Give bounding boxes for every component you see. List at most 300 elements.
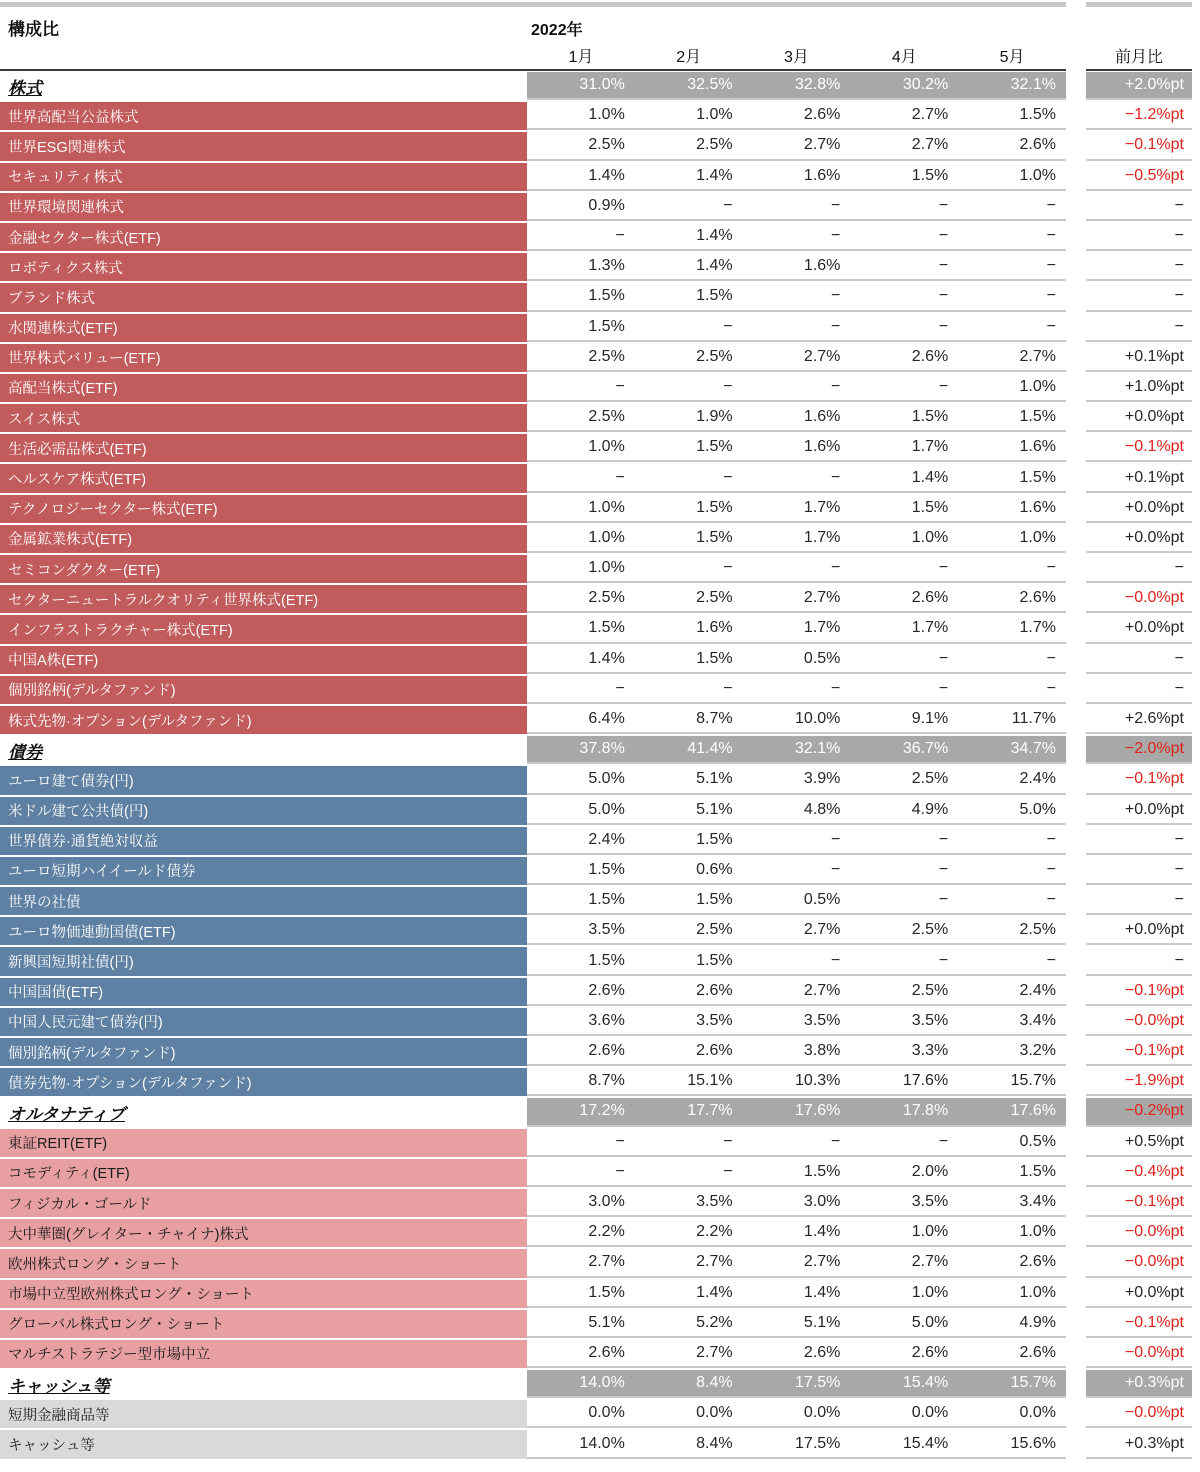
- value-cell: 1.4%: [803, 1223, 841, 1241]
- value-cells: [527, 434, 1066, 462]
- column-gap: [1066, 72, 1086, 100]
- column-gap: [1066, 434, 1086, 462]
- section-total-cell: 34.7%: [1010, 740, 1056, 758]
- table-row: [0, 524, 1200, 554]
- value-cell: 1.4%: [696, 166, 733, 184]
- value-cell: 5.1%: [588, 1313, 625, 1331]
- asset-label: 米ドル建て公共債(円): [0, 797, 527, 825]
- value-cell: 1.0%: [911, 1283, 949, 1301]
- section-total-cell: 41.4%: [687, 740, 733, 758]
- column-gap: [1066, 736, 1086, 764]
- mom-header: 前月比: [1114, 49, 1163, 66]
- value-cell: 1.5%: [696, 891, 733, 909]
- value-cell: −: [938, 257, 949, 275]
- mom-cell: −0.4%pt: [1086, 1159, 1192, 1187]
- column-gap: [1066, 646, 1086, 674]
- month-header: 2月: [676, 49, 702, 66]
- value-cell: 1.5%: [696, 649, 733, 667]
- value-cell: 1.0%: [1019, 377, 1056, 395]
- column-gap: [1066, 1400, 1086, 1428]
- value-cell: 1.0%: [1019, 1223, 1056, 1241]
- column-gap: [1066, 404, 1086, 432]
- value-cell: −: [1046, 891, 1056, 909]
- value-cells: [527, 102, 1066, 130]
- table-row: [0, 584, 1200, 614]
- column-gap: [1066, 857, 1086, 885]
- value-cells: [527, 1340, 1066, 1368]
- value-cell: −: [938, 951, 949, 969]
- value-cell: −: [938, 317, 949, 335]
- value-cell: 5.0%: [911, 1313, 949, 1331]
- value-cell: −: [1046, 679, 1056, 697]
- value-cell: 17.6%: [902, 1072, 949, 1090]
- value-cell: 2.5%: [696, 921, 733, 939]
- value-cells: [527, 1280, 1066, 1308]
- value-cell: 1.5%: [588, 860, 625, 878]
- value-cell: 1.9%: [696, 408, 733, 426]
- value-cell: 15.6%: [1010, 1434, 1056, 1452]
- value-cell: −: [938, 227, 949, 245]
- value-cell: −: [1046, 649, 1056, 667]
- value-cell: 1.5%: [696, 830, 733, 848]
- value-cell: 1.5%: [1019, 408, 1056, 426]
- value-cell: 2.6%: [911, 347, 949, 365]
- value-cell: 2.6%: [803, 106, 841, 124]
- value-cell: 15.7%: [1010, 1072, 1056, 1090]
- table-row: [0, 1309, 1200, 1339]
- value-cell: −: [831, 1132, 841, 1150]
- asset-label: フィジカル・ゴールド: [0, 1189, 527, 1217]
- section-mom-cell: −2.0%pt: [1086, 736, 1192, 764]
- asset-label: 欧州株式ロング・ショート: [0, 1249, 527, 1277]
- section-total-cell: 14.0%: [579, 1374, 625, 1392]
- column-gap: [1066, 223, 1086, 251]
- value-cell: 1.0%: [696, 106, 733, 124]
- column-gap: [1066, 797, 1086, 825]
- value-cells: [527, 223, 1066, 251]
- column-gap: [1066, 827, 1086, 855]
- value-cells: [527, 464, 1066, 492]
- table-row: [0, 343, 1200, 373]
- value-cell: 1.7%: [803, 619, 841, 637]
- value-cells: [527, 917, 1066, 945]
- value-cells: [527, 525, 1066, 553]
- value-cells: [527, 646, 1066, 674]
- value-cell: 3.0%: [588, 1193, 625, 1211]
- value-cell: 2.5%: [696, 347, 733, 365]
- section-total-cell: 15.4%: [902, 1374, 949, 1392]
- month-header: 1月: [568, 49, 594, 66]
- value-cell: 10.3%: [795, 1072, 841, 1090]
- value-cell: −: [831, 317, 841, 335]
- asset-label: ブランド株式: [0, 283, 527, 311]
- value-cell: 1.4%: [588, 166, 625, 184]
- value-cell: 1.5%: [803, 1162, 841, 1180]
- value-cell: 1.4%: [696, 1283, 733, 1301]
- mom-cell: −: [1086, 223, 1192, 251]
- value-cell: 2.6%: [588, 981, 625, 999]
- value-cell: 0.5%: [803, 649, 841, 667]
- section-totals: [527, 1098, 1066, 1126]
- value-cell: −: [615, 377, 625, 395]
- table-row: [0, 1279, 1200, 1309]
- column-gap: [1066, 1098, 1086, 1126]
- table-header-row-2: [0, 43, 1200, 69]
- table-row: [0, 222, 1200, 252]
- asset-label: ユーロ建て債券(円): [0, 766, 527, 794]
- section-total-cell: 36.7%: [902, 740, 949, 758]
- section-total-cell: 32.1%: [795, 740, 841, 758]
- mom-cell: −: [1086, 676, 1192, 704]
- mom-cell: −0.0%pt: [1086, 1008, 1192, 1036]
- section-title-cell: [0, 736, 527, 764]
- value-cell: 1.5%: [696, 287, 733, 305]
- value-cell: 1.0%: [588, 559, 625, 577]
- section-total-cell: 17.6%: [795, 1102, 841, 1120]
- asset-label: 中国A株(ETF): [0, 646, 527, 674]
- asset-label: 中国国債(ETF): [0, 978, 527, 1006]
- column-gap: [1066, 253, 1086, 281]
- value-cell: 9.1%: [911, 710, 949, 728]
- column-gap: [1066, 1008, 1086, 1036]
- table-row: [0, 1188, 1200, 1218]
- mom-cell: −0.1%pt: [1086, 1038, 1192, 1066]
- value-cell: −: [615, 468, 625, 486]
- table-row: [0, 705, 1200, 735]
- section-title: 株式: [8, 78, 42, 98]
- column-gap: [1066, 464, 1086, 492]
- value-cell: −: [615, 1132, 625, 1150]
- value-cell: 2.5%: [911, 981, 949, 999]
- table-row: [0, 796, 1200, 826]
- value-cells: [527, 1159, 1066, 1187]
- asset-label: 新興国短期社債(円): [0, 947, 527, 975]
- mom-cell: −1.2%pt: [1086, 102, 1192, 130]
- mom-cell: +0.0%pt: [1086, 615, 1192, 643]
- table-row: [0, 313, 1200, 343]
- value-cell: 2.5%: [911, 921, 949, 939]
- mom-cell: −: [1086, 887, 1192, 915]
- column-gap: [1066, 163, 1086, 191]
- mom-cell: +0.0%pt: [1086, 917, 1192, 945]
- value-cells: [527, 887, 1066, 915]
- value-cell: 3.5%: [911, 1011, 949, 1029]
- mom-cell: −: [1086, 947, 1192, 975]
- table-row: [0, 1158, 1200, 1188]
- value-cell: 3.3%: [911, 1042, 949, 1060]
- section-mom-cell: +2.0%pt: [1086, 72, 1192, 100]
- column-gap: [1066, 344, 1086, 372]
- mom-cell: −0.1%pt: [1086, 434, 1192, 462]
- mom-cell: +0.1%pt: [1086, 344, 1192, 372]
- value-cell: 1.0%: [1019, 528, 1056, 546]
- asset-label: ヘルスケア株式(ETF): [0, 464, 527, 492]
- table-row: [0, 645, 1200, 675]
- asset-label: 東証REIT(ETF): [0, 1129, 527, 1157]
- column-gap: [1066, 947, 1086, 975]
- value-cells: [527, 193, 1066, 221]
- value-cell: 2.4%: [588, 830, 625, 848]
- value-cell: −: [1046, 830, 1056, 848]
- value-cell: −: [1046, 317, 1056, 335]
- month-header: 3月: [784, 49, 809, 66]
- value-cells: [527, 1008, 1066, 1036]
- asset-label: 金融セクター株式(ETF): [0, 223, 527, 251]
- section-total-cell: 8.4%: [696, 1374, 733, 1392]
- value-cell: 1.6%: [803, 166, 841, 184]
- value-cell: 2.5%: [696, 136, 733, 154]
- value-cell: −: [831, 287, 841, 305]
- value-cells: [527, 1430, 1066, 1458]
- asset-label: 高配当株式(ETF): [0, 374, 527, 402]
- value-cells: [527, 978, 1066, 1006]
- mom-cell: +0.1%pt: [1086, 464, 1192, 492]
- mom-cell: −0.0%pt: [1086, 1400, 1192, 1428]
- value-cell: 0.0%: [911, 1404, 949, 1422]
- value-cell: 2.5%: [588, 347, 625, 365]
- value-cells: [527, 404, 1066, 432]
- column-gap: [1066, 132, 1086, 160]
- value-cell: 0.0%: [1019, 1404, 1056, 1422]
- table-row: [0, 886, 1200, 916]
- column-gap: [1066, 706, 1086, 734]
- table-row: [0, 494, 1200, 524]
- section-total-cell: 30.2%: [902, 76, 949, 94]
- asset-label: 世界債券·通貨絶対収益: [0, 827, 527, 855]
- value-cells: [527, 132, 1066, 160]
- value-cell: −: [723, 196, 733, 214]
- value-cell: 1.6%: [1019, 438, 1056, 456]
- value-cell: −: [938, 830, 949, 848]
- month-headers: [527, 44, 1066, 67]
- value-cell: −: [1046, 287, 1056, 305]
- value-cell: 1.3%: [588, 257, 625, 275]
- table-row: [0, 946, 1200, 976]
- value-cell: −: [938, 377, 949, 395]
- value-cell: 1.0%: [588, 528, 625, 546]
- section-total-cell: 17.7%: [687, 1102, 733, 1120]
- value-cell: −: [723, 468, 733, 486]
- mom-cell: −: [1086, 253, 1192, 281]
- value-cell: −: [1046, 559, 1056, 577]
- table-row: [0, 192, 1200, 222]
- column-gap: [1066, 374, 1086, 402]
- value-cell: 2.0%: [911, 1162, 949, 1180]
- value-cell: 10.0%: [795, 710, 841, 728]
- mom-cell: +0.0%pt: [1086, 1280, 1192, 1308]
- value-cell: 0.5%: [803, 891, 841, 909]
- value-cell: 1.5%: [696, 498, 733, 516]
- value-cells: [527, 797, 1066, 825]
- section-header-row: [0, 1369, 1200, 1399]
- value-cell: 1.5%: [588, 317, 625, 335]
- value-cell: 1.4%: [803, 1283, 841, 1301]
- asset-label: マルチストラテジー型市場中立: [0, 1340, 527, 1368]
- value-cell: 1.0%: [588, 438, 625, 456]
- value-cell: 6.4%: [588, 710, 625, 728]
- value-cell: 2.5%: [588, 589, 625, 607]
- column-gap: [1066, 193, 1086, 221]
- value-cell: 1.4%: [696, 257, 733, 275]
- table-row: [0, 1037, 1200, 1067]
- asset-label: 個別銘柄(デルタファンド): [0, 676, 527, 704]
- value-cell: 2.7%: [803, 136, 841, 154]
- value-cells: [527, 283, 1066, 311]
- column-gap: [1066, 917, 1086, 945]
- column-gap: [1066, 102, 1086, 130]
- mom-cell: −0.1%pt: [1086, 1189, 1192, 1217]
- value-cell: 3.5%: [588, 921, 625, 939]
- value-cell: −: [938, 649, 949, 667]
- value-cell: 0.9%: [588, 196, 625, 214]
- asset-label: 世界株式バリュー(ETF): [0, 344, 527, 372]
- asset-label: 水関連株式(ETF): [0, 314, 527, 342]
- value-cell: −: [723, 1132, 733, 1150]
- section-title: キャッシュ等: [8, 1376, 110, 1396]
- value-cell: 5.1%: [696, 770, 733, 788]
- value-cell: −: [723, 559, 733, 577]
- value-cell: 2.6%: [1019, 1253, 1056, 1271]
- mom-cell: +2.6%pt: [1086, 706, 1192, 734]
- value-cell: 0.0%: [696, 1404, 733, 1422]
- table-row: [0, 977, 1200, 1007]
- value-cell: 2.5%: [588, 408, 625, 426]
- value-cell: −: [831, 468, 841, 486]
- value-cell: 3.6%: [588, 1011, 625, 1029]
- value-cells: [527, 1038, 1066, 1066]
- value-cell: 8.7%: [696, 710, 733, 728]
- value-cell: 2.2%: [696, 1223, 733, 1241]
- asset-label: コモディティ(ETF): [0, 1159, 527, 1187]
- value-cell: 1.7%: [803, 498, 841, 516]
- asset-label: スイス株式: [0, 404, 527, 432]
- value-cell: 5.0%: [1019, 800, 1056, 818]
- value-cell: 5.1%: [803, 1313, 841, 1331]
- value-cell: 2.7%: [911, 136, 949, 154]
- value-cell: −: [1046, 227, 1056, 245]
- value-cell: 1.5%: [1019, 1162, 1056, 1180]
- column-gap: [1066, 1340, 1086, 1368]
- value-cell: 4.9%: [911, 800, 949, 818]
- value-cell: 1.5%: [911, 498, 949, 516]
- section-total-cell: 31.0%: [579, 76, 625, 94]
- value-cells: [527, 766, 1066, 794]
- mom-cell: −0.0%pt: [1086, 1249, 1192, 1277]
- value-cell: −: [938, 196, 949, 214]
- value-cell: 1.0%: [1019, 1283, 1056, 1301]
- asset-label: 金属鉱業株式(ETF): [0, 525, 527, 553]
- value-cells: [527, 1249, 1066, 1277]
- value-cell: 1.6%: [696, 619, 733, 637]
- month-header: 4月: [891, 49, 917, 66]
- value-cell: 2.7%: [911, 106, 949, 124]
- value-cell: 1.0%: [588, 106, 625, 124]
- value-cell: −: [831, 830, 841, 848]
- value-cell: 2.7%: [696, 1253, 733, 1271]
- value-cell: 1.6%: [803, 438, 841, 456]
- value-cell: 5.0%: [588, 800, 625, 818]
- column-gap: [1066, 1219, 1086, 1247]
- value-cells: [527, 1189, 1066, 1217]
- value-cell: 1.5%: [588, 287, 625, 305]
- table-row: [0, 1067, 1200, 1097]
- asset-label: 世界の社債: [0, 887, 527, 915]
- section-total-cell: 32.5%: [687, 76, 733, 94]
- asset-label: ロボティクス株式: [0, 253, 527, 281]
- mom-cell: −: [1086, 646, 1192, 674]
- mom-cell: −0.5%pt: [1086, 163, 1192, 191]
- column-gap: [1066, 555, 1086, 583]
- section-total-cell: 17.6%: [1010, 1102, 1056, 1120]
- value-cell: −: [831, 377, 841, 395]
- section-total-cell: 37.8%: [579, 740, 625, 758]
- value-cell: −: [723, 679, 733, 697]
- asset-label: インフラストラクチャー株式(ETF): [0, 615, 527, 643]
- mom-cell: +0.0%pt: [1086, 404, 1192, 432]
- mom-cell: −0.0%pt: [1086, 585, 1192, 613]
- value-cell: 3.4%: [1019, 1193, 1056, 1211]
- value-cell: 2.5%: [696, 589, 733, 607]
- value-cell: −: [831, 227, 841, 245]
- value-cell: 2.6%: [1019, 1343, 1056, 1361]
- column-gap: [1066, 525, 1086, 553]
- value-cells: [527, 1310, 1066, 1338]
- value-cells: [527, 253, 1066, 281]
- table-row: [0, 282, 1200, 312]
- value-cell: 1.5%: [696, 951, 733, 969]
- value-cells: [527, 1068, 1066, 1096]
- mom-cell: −: [1086, 857, 1192, 885]
- asset-label: 世界高配当公益株式: [0, 102, 527, 130]
- table-row: [0, 162, 1200, 192]
- mom-cell: −: [1086, 555, 1192, 583]
- value-cell: 1.5%: [911, 166, 949, 184]
- column-gap: [1066, 615, 1086, 643]
- value-cell: 3.9%: [803, 770, 841, 788]
- section-totals: [527, 1370, 1066, 1398]
- composition-table: [0, 2, 1200, 1460]
- value-cell: 2.6%: [1019, 136, 1056, 154]
- value-cell: 2.7%: [588, 1253, 625, 1271]
- mom-cell: +0.0%pt: [1086, 495, 1192, 523]
- value-cell: −: [938, 679, 949, 697]
- value-cell: 2.6%: [911, 1343, 949, 1361]
- section-total-cell: 17.2%: [579, 1102, 625, 1120]
- value-cell: −: [1046, 257, 1056, 275]
- table-body: [0, 71, 1200, 1460]
- value-cell: 2.6%: [803, 1343, 841, 1361]
- value-cell: −: [615, 227, 625, 245]
- value-cell: 5.2%: [696, 1313, 733, 1331]
- value-cell: 2.7%: [803, 921, 841, 939]
- table-header-row-1: [0, 7, 1200, 43]
- table-row: [0, 1339, 1200, 1369]
- table-row: [0, 614, 1200, 644]
- value-cell: 1.5%: [588, 619, 625, 637]
- asset-label: 市場中立型欧州株式ロング・ショート: [0, 1280, 527, 1308]
- value-cell: 0.0%: [588, 1404, 625, 1422]
- year-label: 2022年: [531, 22, 583, 39]
- value-cells: [527, 947, 1066, 975]
- section-header-row: [0, 1097, 1200, 1127]
- asset-label: ユーロ物価連動国債(ETF): [0, 917, 527, 945]
- value-cell: 17.5%: [795, 1434, 841, 1452]
- value-cell: 8.4%: [696, 1434, 733, 1452]
- column-gap: [1066, 1370, 1086, 1398]
- table-row: [0, 373, 1200, 403]
- value-cell: −: [723, 1162, 733, 1180]
- table-row: [0, 826, 1200, 856]
